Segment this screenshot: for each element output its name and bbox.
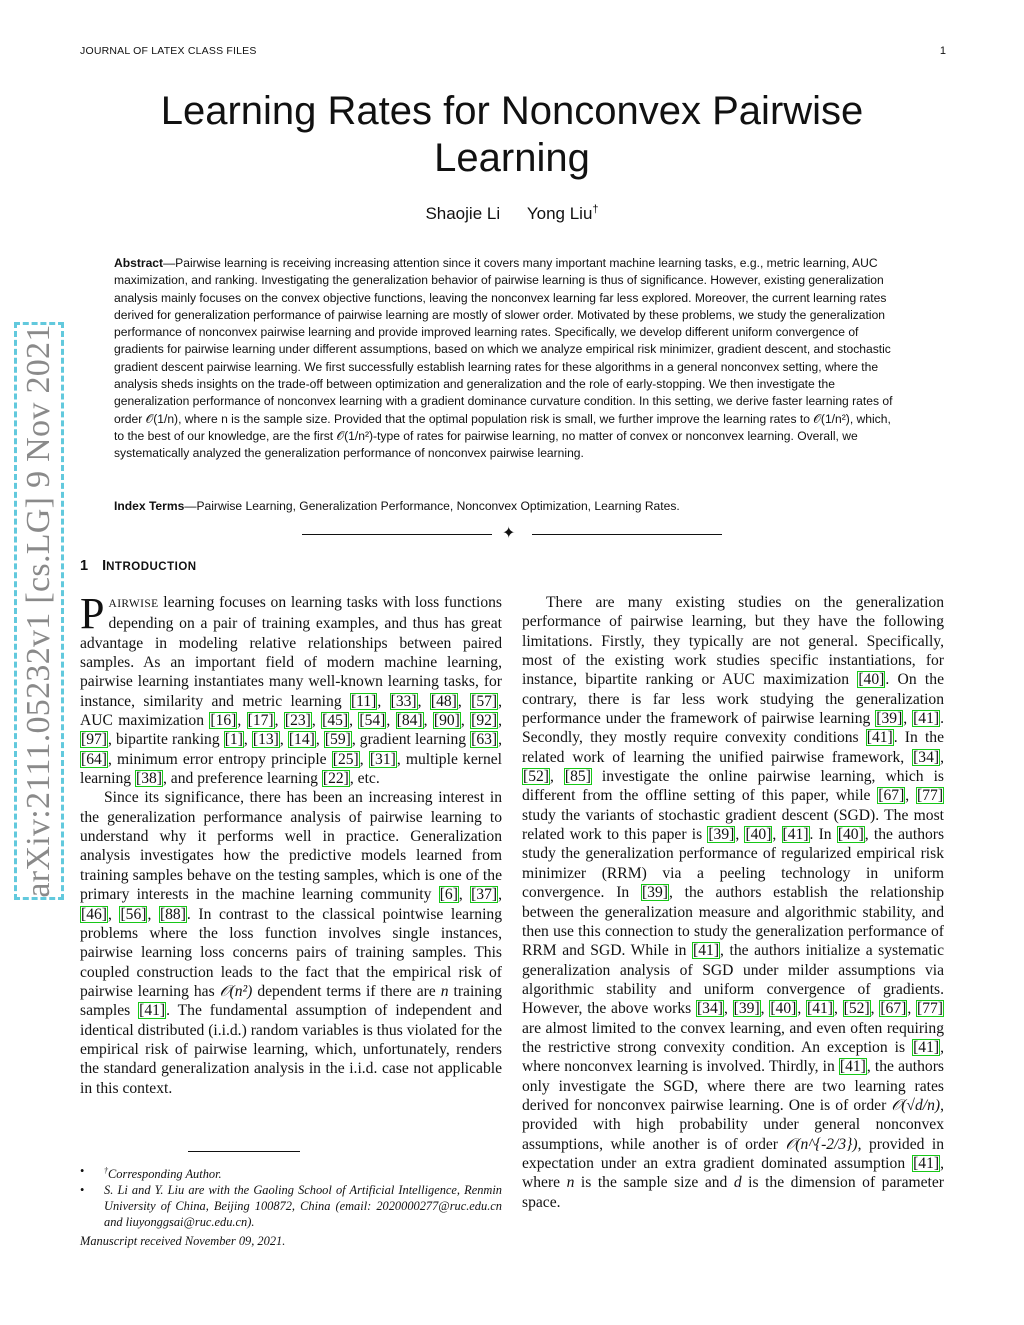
bullet-icon: • [80,1183,85,1198]
citation-link[interactable]: [67] [880,1000,907,1018]
citation-group [912,1039,940,1056]
divider-line-right [532,534,722,535]
citation-link[interactable]: [41] [913,1038,940,1056]
citation-link[interactable]: [39] [708,826,735,844]
bullet-icon: • [80,1164,85,1178]
arxiv-stamp[interactable] [14,322,64,900]
citation-group [857,671,885,688]
citation-group: [34], [52], [85] [523,748,944,786]
citation-link[interactable]: [41] [693,942,720,960]
citation-group: [39], [40], [41] [708,826,809,844]
author-1: Shaojie Li [425,203,501,223]
citation-link[interactable]: [34] [913,748,940,766]
citation-group: [16], [17], [23], [45], [54], [84], [90], [92], [97] [81,712,503,749]
citation-group [322,770,350,787]
citation-link[interactable]: [25] [332,750,359,768]
citation-link[interactable]: [38] [136,770,162,788]
abstract: Abstract—Pairwise learning is receiving increasing attention since it covers many important machine learning tasks, e.g., metric learning, AUC maximization, and ranking. Investigating the generalization behavior of pairwise learning is thus of significance. However, existing generalization analysis mainly focuses on the convex objective functions, leaving the nonconvex learning far less explored. Moreover, the current learning rates derived for generalization performance of pairwise learning are mostly of slower order. Motivated by these problems, we study the generalization performance of nonconvex pairwise learning and provide improved learning rates. Specifically, we develop different uniform convergence of gradients for pairwise learning under different assumptions, based on which we analyze empirical risk minimizer, gradient descent, and stochastic gradient descent pairwise learning. We first successfully establish learning rates for these algorithms in a general nonconvex setting, where the analysis sheds insights on the trade-off between optimization and generalization and the role of early-stopping. We then investigate the generalization performance of nonconvex learning with a gradient dominance curvature condition. In this setting, we derive faster learning rates of order 𝒪(1/n), where n is the sample size. Provided that the optimal population risk is small, we further improve the learning rates to 𝒪(1/n²), which, to the best of our knowledge, are the first 𝒪(1/n²)-type of rates for pairwise learning, no matter of convex or nonconvex learning. Overall, we systematically analyzed the generalization performance of nonconvex pairwise learning. [114,256,893,461]
citation-link[interactable]: [59] [324,731,351,749]
math-inline: 𝒪(n^{-2/3}) [785,1135,858,1153]
citation-group [837,826,865,843]
citation-group: [1], [13], [14], [59] [224,731,351,749]
citation-link[interactable]: [41] [866,729,893,747]
footnote-corresponding: • †Corresponding Author. [80,1164,222,1182]
citation-group: [34], [39], [40], [41], [52], [67], [77] [696,1000,943,1018]
citation-link[interactable]: [92] [471,712,498,730]
section-heading: 1 INTRODUCTION [80,558,197,574]
author-2: Yong Liu† [526,203,599,223]
citation-link[interactable]: [40] [745,826,772,844]
citation-link[interactable]: [41] [913,710,940,728]
right-column [522,593,944,1212]
citation-link[interactable]: [63] [471,731,498,749]
math-inline: n [440,982,449,1000]
abstract-label: Abstract [114,256,164,270]
citation-link[interactable]: [84] [396,712,423,730]
arxiv-identifier: arXiv:2111.05232v1 [cs.LG] 9 Nov 2021 [20,324,57,898]
citation-link[interactable]: [90] [433,712,460,730]
citation-link[interactable]: [22] [322,770,349,788]
section-divider [302,524,722,544]
citation-link[interactable]: [1] [224,731,243,749]
citation-link[interactable]: [13] [252,731,279,749]
paper-title: Learning Rates for Nonconvex Pairwise Learning [160,89,864,180]
paragraph-3: There are many existing studies on the generalization performance of pairwise learning, but they have the following limitations. Firstly, they typically are not general. Specifically, most of the existing work studies specific instantiations, for instance, bipartite ranking or AUC maximization [40]. On the contrary, there is far less work studying the generalization performance under the framework of pairwise learning [39], [41]. Secondly, they mostly require convexity conditions [41]. In the related work of learning the unified pairwise framework, [34], [52], [85] investigate the online pairwise learning, which is different from the offline setting of this paper, while [67], [77] study the variants of stochastic gradient descent (SGD). The most related work to this paper is [39], [40], [41]. In [40], the authors study the generalization performance of regularized empirical risk minimizer (RRM) via a peeling technology in uniform convergence. In [39], the authors establish the relationship between the generalization measure and algorithmic stability, and then use this connection to study the generalization performance of RRM and SGD. While in [41], the authors initialize a systematic generalization analysis of SGD under milder assumptions via algorithmic stability and uniform convergence of gradients. However, the above works [34], [39], [40], [41], [52], [67], [77] are almost limited to the convex learning, and even often requiring the restrictive strong convexity condition. An exception is [41], where nonconvex learning is involved. Thirdly, in [41], the authors only investigate the SGD, where there are two learning rates derived for nonconvex pairwise learning. One is of order 𝒪(√d/n), provided with high probability under general nonconvex assumptions, while another is of order 𝒪(n^{-2/3}), provided in expectation under an extra gradient dominated assumption [41], where n is the sample size and d is the dimension of parameter space. [522,594,945,1211]
author-list [80,203,944,224]
citation-link[interactable]: [52] [843,1000,870,1018]
citation-link[interactable]: [48] [430,692,457,710]
citation-group: [6], [37], [46], [56], [88] [81,886,502,923]
citation-link[interactable]: [40] [770,1000,797,1018]
citation-link[interactable]: [67] [878,787,905,805]
citation-link[interactable]: [40] [837,826,864,844]
index-terms-label: Index Terms [114,499,185,513]
citation-link[interactable]: [41] [807,1000,833,1018]
citation-group: [39], [41] [876,710,940,728]
index-terms-text: Pairwise Learning, Generalization Performance, Nonconvex Optimization, Learning Rates. [196,499,680,513]
citation-link[interactable]: [64] [81,750,107,768]
citation-link[interactable]: [31] [369,750,396,768]
footnote-rule [188,1151,300,1152]
citation-link[interactable]: [52] [523,768,549,786]
citation-group: [25], [31] [332,750,396,768]
abstract-text: Pairwise learning is receiving increasing attention since it covers many important machine learning tasks, e.g., metric learning, AUC maximization, and ranking. Investigating the generalization behavior of pairwise learning is thus of significance. However, existing generalization analysis mainly focuses on the convex objective functions, leaving the nonconvex learning far less explored. Moreover, the current learning rates derived for generalization performance of pairwise learning are mostly of slower order. Motivated by these problems, we study the generalization performance of nonconvex pairwise learning and provide improved learning rates. Specifically, we develop different uniform convergence of gradients for pairwise learning under different assumptions, based on which we analyze empirical risk minimizer, gradient descent, and stochastic gradient descent pairwise learning. We first successfully establish learning rates for these algorithms in a general nonconvex setting, where the analysis sheds insights on the trade-off between optimization and generalization and the role of early-stopping. We then investigate the generalization performance of nonconvex learning with a gradient dominance curvature condition. In this setting, we derive faster learning rates of order 𝒪(1/n), where n is the sample size. Provided that the optimal population risk is small, we further improve the learning rates to 𝒪(1/n²), which, to the best of our knowledge, are the first 𝒪(1/n²)-type of rates for pairwise learning, no matter of convex or nonconvex learning. Overall, we systematically analyzed the generalization performance of nonconvex pairwise learning. [114,256,893,461]
citation-link[interactable]: [85] [564,768,591,786]
footnotes [80,1163,502,1230]
section-number: 1 [80,558,89,574]
divider-line-left [302,534,492,535]
citation-link[interactable]: [17] [247,712,274,730]
drop-cap: P [80,589,105,638]
math-inline: n [566,1174,575,1192]
corresponding-mark: † [592,203,599,215]
paragraph-2: Since its significance, there has been an increasing interest in the generalization performance analysis of pairwise learning to understand why it performs well in practice. Generalization analysis investigates how the predictive models learned from training samples behave on the testing samples, which is one of the primary interests in the machine learning community [6], [37], [46], [56], [88]. In contrast to the classical pointwise learning problems where the loss function involves single instances, pairwise learning loss concerns pairs of training samples. This coupled construction leads to the fact that the empirical risk of pairwise learning has 𝒪(n²) dependent terms if there are n training samples [41]. The fundamental assumption of independent and identical distributed (i.i.d.) random variables is thus violated for the empirical risk of pairwise learning, which, unfortunately, renders the standard generalization analysis in the i.i.d. case not applicable in this context. [80,789,503,1097]
citation-link[interactable]: [41] [782,826,809,844]
citation-link[interactable]: [41] [139,1002,166,1020]
citation-link[interactable]: [14] [288,731,315,749]
citation-link[interactable]: [34] [696,1000,723,1018]
citation-link[interactable]: [37] [471,886,498,904]
citation-link[interactable]: [88] [159,905,186,923]
math-inline: 𝒪(√d/n) [891,1096,941,1114]
citation-group [135,770,163,787]
citation-link[interactable]: [54] [359,712,386,730]
citation-link[interactable]: [77] [917,787,944,805]
citation-link[interactable]: [46] [81,905,107,923]
citation-group [692,942,720,959]
citation-link[interactable]: [57] [471,692,498,710]
citation-link[interactable]: [39] [641,884,668,902]
citation-link[interactable]: [40] [858,671,885,689]
running-header: JOURNAL OF LATEX CLASS FILES [80,45,257,57]
citation-link[interactable]: [97] [81,731,107,749]
citation-group [641,884,669,901]
citation-group: [67], [77] [878,787,944,805]
citation-link[interactable]: [6] [439,886,458,904]
citation-link[interactable]: [41] [913,1154,940,1172]
citation-link[interactable]: [33] [390,692,417,710]
citation-link[interactable]: [16] [210,712,237,730]
citation-group: [11], [33], [48], [57] [350,692,498,710]
index-terms: Index Terms—Pairwise Learning, Generalization Performance, Nonconvex Optimization, Learning Rates. [114,499,680,513]
citation-link[interactable]: [45] [322,712,349,730]
citation-link[interactable]: [56] [120,905,147,923]
citation-group: [63], [64] [81,731,503,768]
math-inline: 𝒪(n²) [219,982,253,1000]
citation-link[interactable]: [11] [350,692,377,710]
left-column [80,589,503,1098]
manuscript-note: Manuscript received November 09, 2021. [80,1234,286,1248]
page-number: 1 [939,45,946,57]
citation-group [138,1002,166,1019]
citation-group [866,729,894,746]
citation-link[interactable]: [23] [284,712,311,730]
citation-group [912,1155,940,1172]
citation-link[interactable]: [77] [917,1000,943,1018]
citation-link[interactable]: [39] [733,1000,760,1018]
citation-link[interactable]: [41] [839,1058,866,1076]
footnote-affiliation: • S. Li and Y. Liu are with the Gaoling School of Artificial Intelligence, Renmin University of China, Beijing 100872, China (email: 2020000277@ruc.edu.cn and liuyonggsai@ruc.edu.cn). [80,1183,502,1230]
citation-group [839,1058,867,1075]
citation-link[interactable]: [39] [876,710,903,728]
star-icon: ✦ [502,525,516,542]
paragraph-1: PAIRWISE learning focuses on learning tasks with loss functions depending on a pair of training examples, and thus has great advantage in modeling relative relationships between paired samples. As an important field of modern machine learning, pairwise learning instantiates many well-known learning tasks, for instance, similarity and metric learning [11], [33], [48], [57], AUC maximization [16], [17], [23], [45], [54], [84], [90], [92], [97], bipartite ranking [1], [13], [14], [59], gradient learning [63], [64], minimum error entropy principle [25], [31], multiple kernel learning [38], and preference learning [22], etc. [80,589,503,788]
math-inline: d [733,1174,742,1192]
